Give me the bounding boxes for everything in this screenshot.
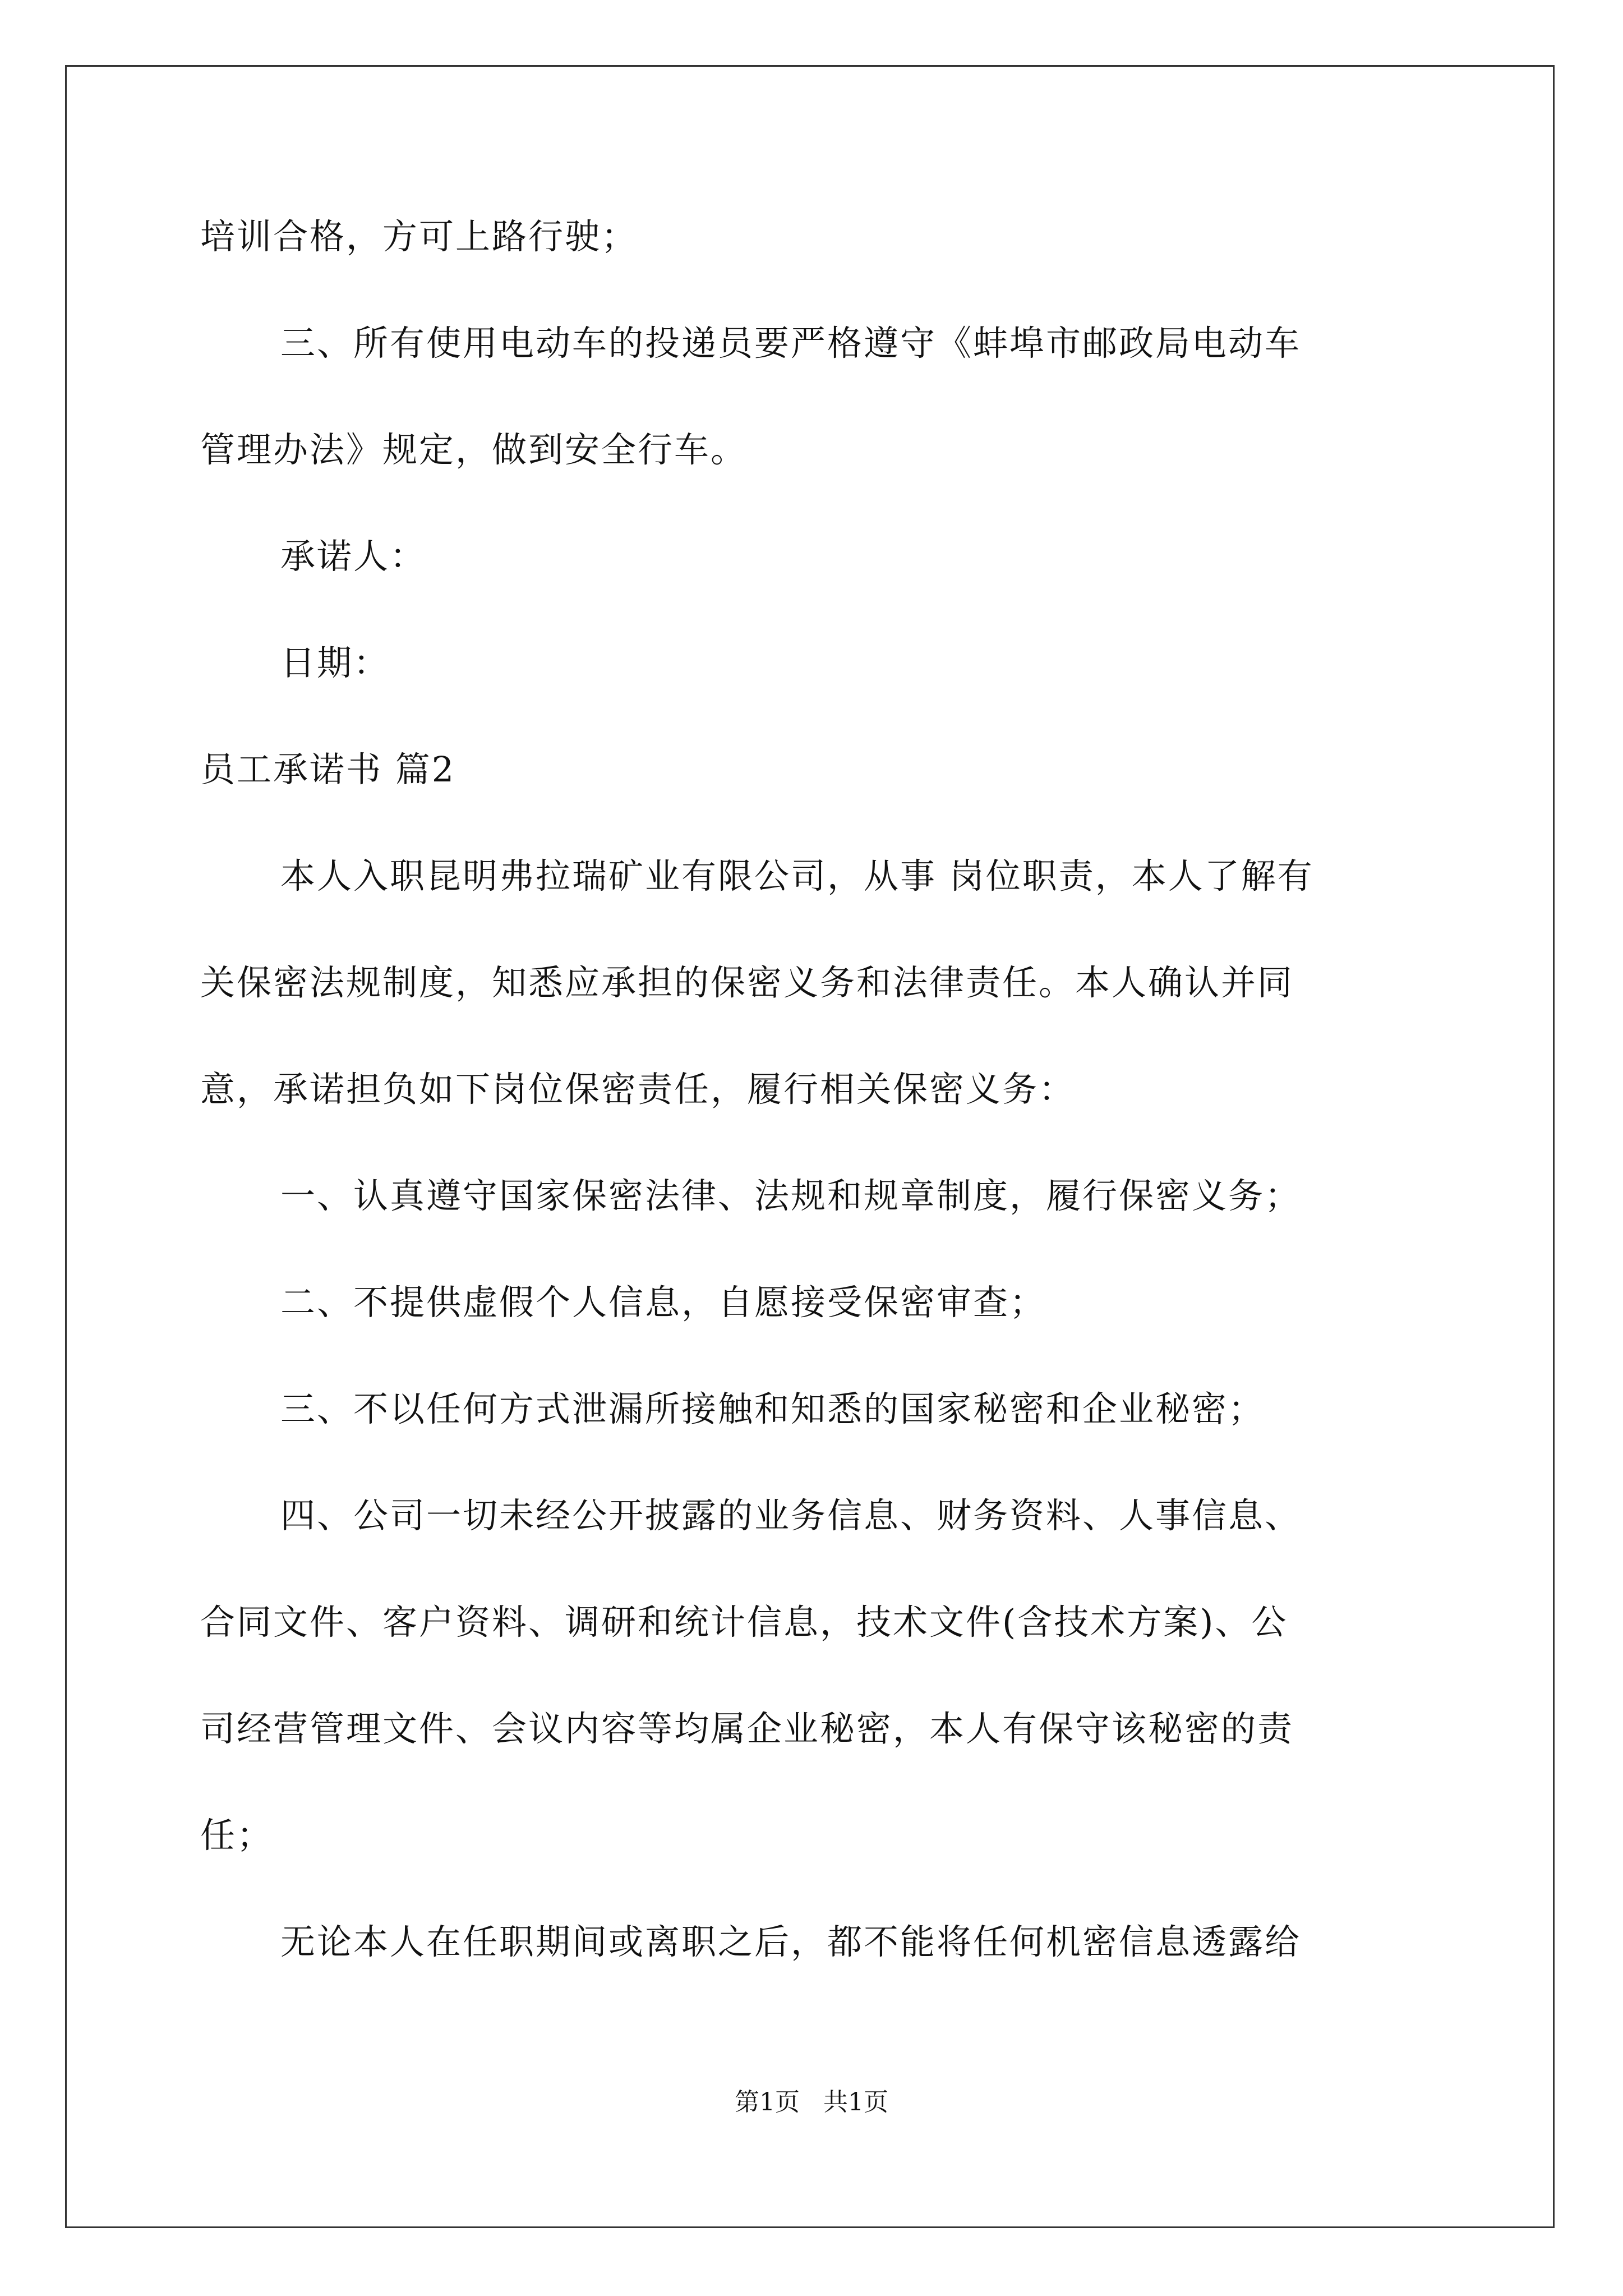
date-label: 日期：	[280, 642, 390, 683]
text-line-final: 无论本人在任职期间或离职之后，都不能将任何机密信息透露给	[280, 1921, 1302, 1962]
text-line-item-four-cont2: 司经营管理文件、会议内容等均属企业秘密，本人有保守该秘密的责	[200, 1708, 1294, 1749]
text-line-continuation: 培训合格，方可上路行驶；	[200, 216, 638, 257]
text-line-item-one: 一、认真遵守国家保密法律、法规和规章制度，履行保密义务；	[280, 1175, 1302, 1216]
page-number-total: 共1页	[823, 2088, 888, 2116]
signer-label: 承诺人：	[280, 536, 427, 577]
text-line-item-two: 二、不提供虚假个人信息，自愿接受保密审查；	[280, 1282, 1046, 1323]
text-line-item-three-secret: 三、不以任何方式泄漏所接触和知悉的国家秘密和企业秘密；	[280, 1388, 1265, 1429]
text-line-intro-cont1: 关保密法规制度，知悉应承担的保密义务和法律责任。本人确认并同	[200, 962, 1294, 1003]
text-line-item-four-cont1: 合同文件、客户资料、调研和统计信息，技术文件(含技术方案)、公	[200, 1602, 1288, 1642]
section-heading: 员工承诺书 篇2	[200, 749, 456, 790]
text-line-item-four: 四、公司一切未经公开披露的业务信息、财务资料、人事信息、	[280, 1495, 1302, 1536]
text-line-intro: 本人入职昆明弗拉瑞矿业有限公司，从事 岗位职责，本人了解有	[280, 855, 1314, 896]
page-number-current: 第1页	[735, 2088, 800, 2116]
text-line-item-three: 三、所有使用电动车的投递员要严格遵守《蚌埠市邮政局电动车	[280, 323, 1302, 364]
page-footer	[0, 2086, 1623, 2119]
text-line-intro-cont2: 意，承诺担负如下岗位保密责任，履行相关保密义务：	[200, 1069, 1076, 1110]
page-border	[65, 65, 1555, 2228]
text-line-item-four-cont3: 任；	[200, 1815, 274, 1856]
text-line-item-three-cont: 管理办法》规定，做到安全行车。	[200, 429, 748, 470]
